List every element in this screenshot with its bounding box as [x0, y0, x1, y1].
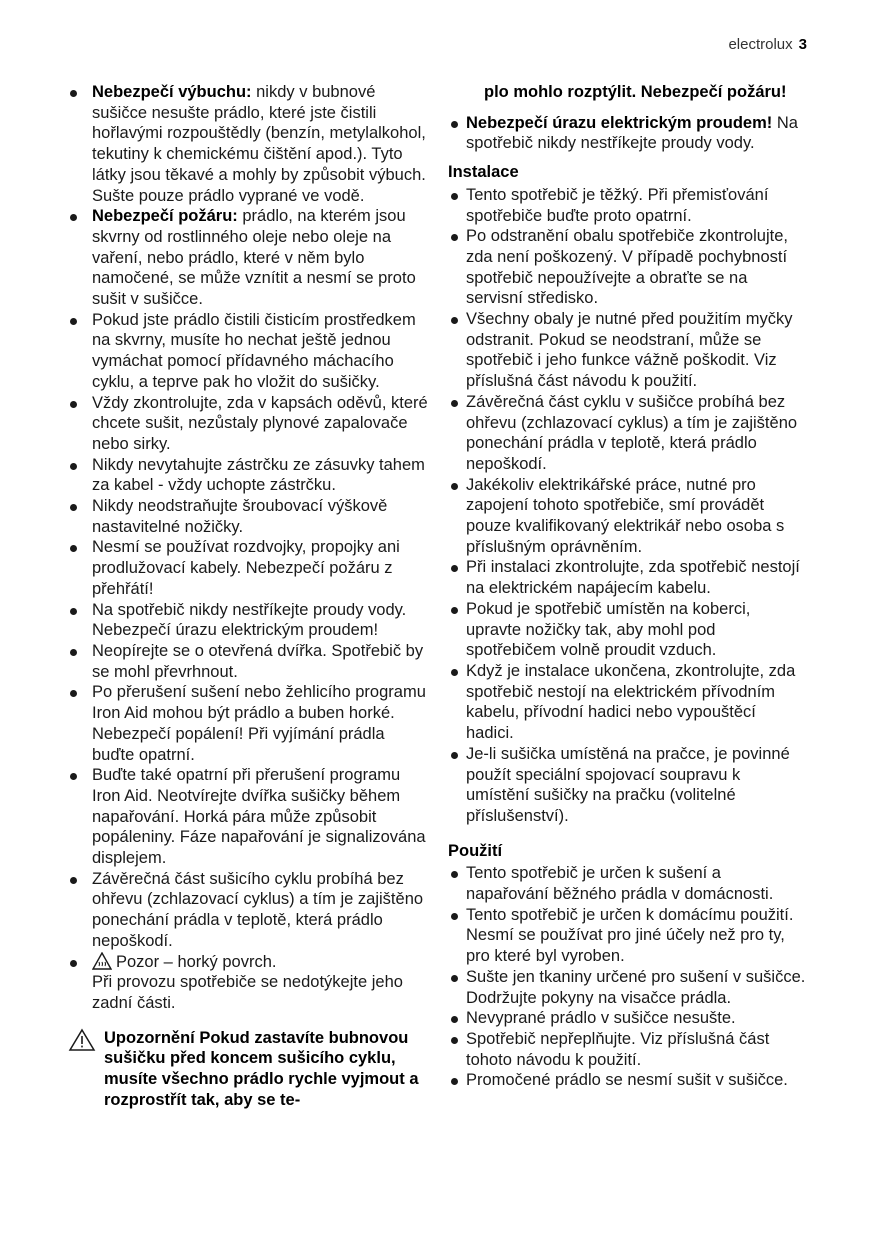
list-item: Závěrečná část cyklu v sušičce probíhá bez ohřevu (zchlazovací cyklus) a tím je zajištěno ponechání prádla v teplotě, která prádlo nepoškodí. [448, 392, 808, 475]
list-item: Nebezpečí úrazu elektrickým proudem! Na spotřebič nikdy nestříkejte proudy vody. [448, 113, 808, 154]
hot-surface-item: Pozor – horký povrch. Při provozu spotřebiče se nedotýkejte jeho zadní části. [68, 952, 428, 1014]
list-item: Promočené prádlo se nesmí sušit v sušičce. [448, 1070, 808, 1091]
page-number: 3 [798, 36, 807, 53]
bullet-icon [451, 913, 458, 920]
section-heading-instalace: Instalace [448, 163, 519, 182]
list-item: Sušte jen tkaniny určené pro sušení v sušičce. Dodržujte pokyny na visačce prádla. [448, 967, 808, 1008]
list-item: Spotřebič nepřeplňujte. Viz příslušná část tohoto návodu k použití. [448, 1029, 808, 1070]
list-item: Nebezpečí požáru: prádlo, na kterém jsou skvrny od rostlinného oleje nebo oleje na vaření, nebo prádlo, které v něm bylo namočené, se může vznítit a nesmí se proto sušit v sušičce. [68, 206, 428, 310]
list-item: Na spotřebič nikdy nestříkejte proudy vody. Nebezpečí úrazu elektrickým proudem! [68, 600, 428, 641]
bullet-icon [70, 90, 77, 97]
bullet-icon [70, 214, 77, 221]
warning-notice: Upozornění Pokud zastavíte bubnovou sušičku před koncem sušicího cyklu, musíte všechno prádlo rychle vyjmout a rozprostřít tak, aby se te- [68, 1028, 428, 1111]
bullet-icon [70, 877, 77, 884]
hot-surface-icon [92, 952, 112, 970]
list-item: Tento spotřebič je určen k domácímu použití. Nesmí se používat pro jiné účely než pro ty, pro které byl vyroben. [448, 905, 808, 967]
bullet-icon [70, 504, 77, 511]
list-item: Tento spotřebič je určen k sušení a napařování běžného prádla v domácnosti. [448, 863, 808, 904]
brand-name: electrolux [728, 36, 793, 53]
bullet-icon [451, 1078, 458, 1085]
list-item: Je-li sušička umístěná na pračce, je povinné použít speciální spojovací soupravu k umístění sušičky na pračku (volitelné příslušenství). [448, 744, 808, 827]
list-item: Nevyprané prádlo v sušičce nesušte. [448, 1008, 808, 1029]
list-item: Po odstranění obalu spotřebiče zkontrolujte, zda není poškozený. V případě pochybností spotřebič nepoužívejte a obraťte se na servisní středisko. [448, 226, 808, 309]
bullet-icon [451, 871, 458, 878]
list-item: Buďte také opatrní při přerušení programu Iron Aid. Neotvírejte dvířka sušičky během napařování. Horká pára může způsobit popáleniny. Fáze napařování je signalizována displejem. [68, 765, 428, 869]
warning-icon [68, 1028, 96, 1052]
bullet-icon [451, 975, 458, 982]
section-heading-pouziti: Použití [448, 841, 503, 860]
bullet-icon [451, 607, 458, 614]
bullet-icon [70, 608, 77, 615]
bullet-icon [451, 193, 458, 200]
bullet-icon [70, 401, 77, 408]
list-item: Po přerušení sušení nebo žehlicího programu Iron Aid mohou být prádlo a buben horké. Nebezpečí popálení! Při vyjímání prádla buďte opatrní. [68, 682, 428, 765]
bullet-icon [451, 317, 458, 324]
bullet-icon [451, 234, 458, 241]
list-item: Když je instalace ukončena, zkontrolujte, zda spotřebič nestojí na elektrickém přívodním kabelu, přívodní hadici nebo vypouštěcí hadici. [448, 661, 808, 744]
bullet-icon [70, 649, 77, 656]
list-item: Nesmí se používat rozdvojky, propojky ani prodlužovací kabely. Nebezpečí požáru z přehřátí! [68, 537, 428, 599]
list-item: Při instalaci zkontrolujte, zda spotřebič nestojí na elektrickém napájecím kabelu. [448, 557, 808, 598]
bullet-icon [451, 1037, 458, 1044]
left-column [68, 82, 428, 1110]
list-item: Nikdy nevytahujte zástrčku ze zásuvky tahem za kabel - vždy uchopte zástrčku. [68, 455, 428, 496]
bullet-icon [451, 400, 458, 407]
list-item: Pokud jste prádlo čistili čisticím prostředkem na skvrny, musíte ho nechat ještě jednou vymáchat pomocí přídavného máchacího cyklu, a teprve pak ho vložit do sušičky. [68, 310, 428, 393]
bullet-icon [70, 690, 77, 697]
notice-continuation: plo mohlo rozptýlit. Nebezpečí požáru! [484, 83, 787, 101]
list-item: Pokud je spotřebič umístěn na koberci, upravte nožičky tak, aby mohl pod spotřebičem volně proudit vzduch. [448, 599, 808, 661]
list-item: Vždy zkontrolujte, zda v kapsách oděvů, které chcete sušit, nezůstaly plynové zapalovače nebo sirky. [68, 393, 428, 455]
bullet-icon [451, 1016, 458, 1023]
list-item: Tento spotřebič je těžký. Při přemisťování spotřebiče buďte proto opatrní. [448, 185, 808, 226]
bullet-icon [451, 483, 458, 490]
bullet-icon [70, 318, 77, 325]
instalace-list [448, 185, 808, 827]
bullet-icon [451, 565, 458, 572]
page-header [728, 36, 807, 53]
list-item: Jakékoliv elektrikářské práce, nutné pro zapojení tohoto spotřebiče, smí provádět pouze kvalifikovaný elektrikář nebo osoba s příslušným oprávněním. [448, 475, 808, 558]
bullet-icon [70, 463, 77, 470]
safety-list [68, 82, 428, 1014]
bullet-icon [70, 545, 77, 552]
pouziti-list [448, 863, 808, 1091]
bullet-icon [70, 960, 77, 967]
bullet-icon [70, 773, 77, 780]
list-item: Nikdy neodstraňujte šroubovací výškově nastavitelné nožičky. [68, 496, 428, 537]
list-item: Všechny obaly je nutné před použitím myčky odstranit. Pokud se neodstraní, může se spotřebič i jeho funkce vážně poškodit. Viz příslušná část návodu k použití. [448, 309, 808, 392]
bullet-icon [451, 752, 458, 759]
right-column [448, 82, 808, 1091]
bullet-icon [451, 669, 458, 676]
list-item: Nebezpečí výbuchu: nikdy v bubnové sušičce nesušte prádlo, které jste čistili hořlavými rozpouštědly (benzín, metylalkohol, tekutiny k chemickému čištění apod.). Tyto látky jsou těkavé a mohly by způsobit výbuch. Sušte pouze prádlo vyprané ve vodě. [68, 82, 428, 206]
list-item: Závěrečná část sušicího cyklu probíhá bez ohřevu (zchlazovací cyklus) a tím je zajištěno ponechání prádla v teplotě, která prádlo nepoškodí. [68, 869, 428, 952]
list-item: Neopírejte se o otevřená dvířka. Spotřebič by se mohl převrhnout. [68, 641, 428, 682]
bullet-icon [451, 121, 458, 128]
electric-warning-list [448, 113, 808, 154]
